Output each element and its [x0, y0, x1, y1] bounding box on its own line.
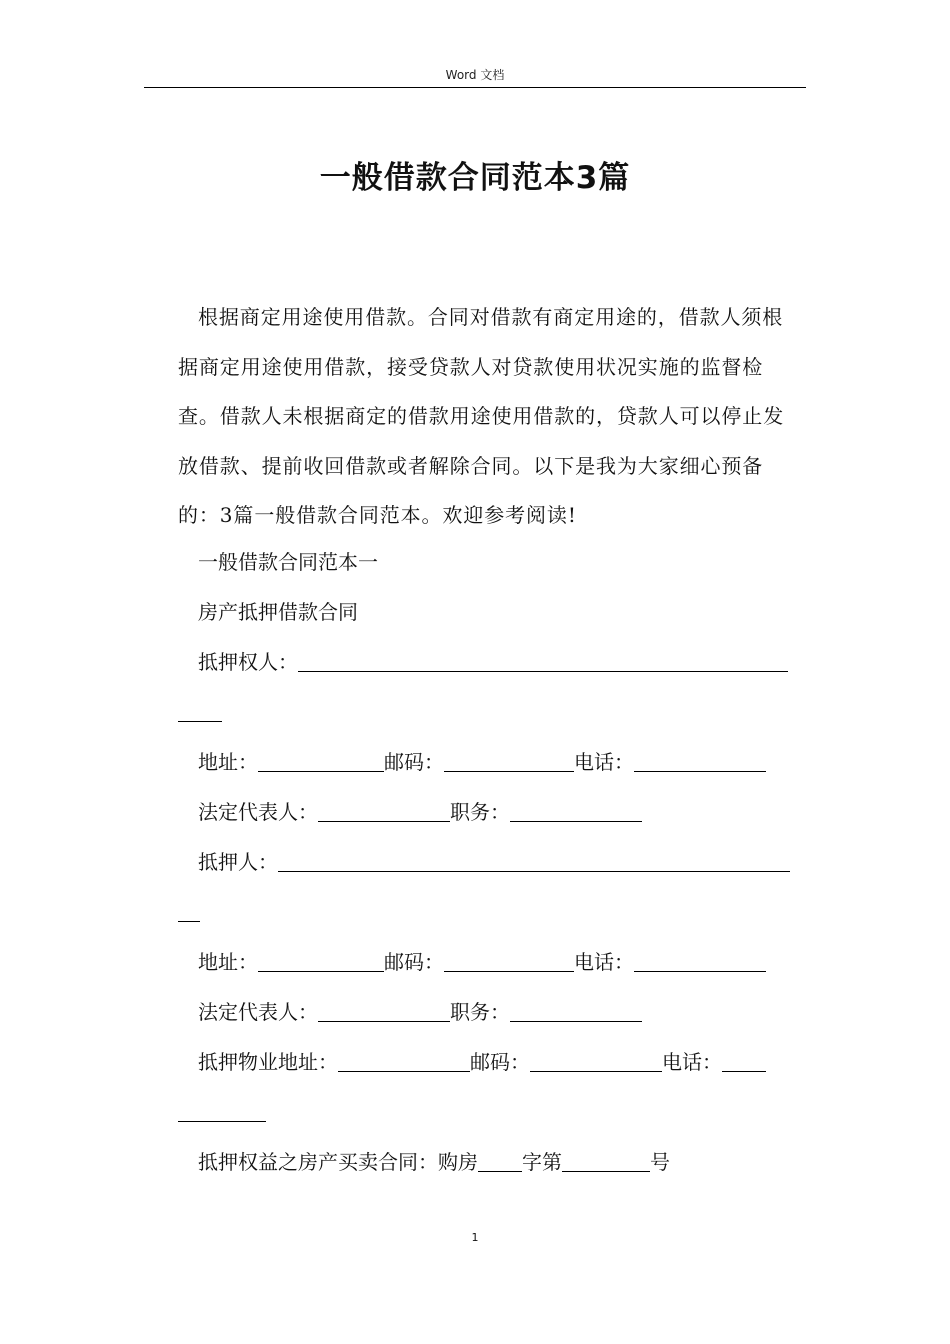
property-address-label: 抵押物业地址：: [198, 1050, 338, 1074]
equity-word-label: 字第: [522, 1150, 562, 1174]
phone-label: 电话：: [574, 950, 634, 974]
mortgagee-row: [178, 647, 788, 677]
address-label: 地址：: [198, 950, 258, 974]
address-blank[interactable]: [258, 949, 384, 972]
phone-blank-cont[interactable]: [178, 1099, 266, 1122]
address-blank[interactable]: [258, 749, 384, 772]
postcode-blank[interactable]: [444, 949, 574, 972]
mortgagee-label: 抵押权人：: [198, 650, 298, 674]
equity-number-blank[interactable]: [562, 1149, 650, 1172]
equity-suffix-label: 号: [650, 1150, 670, 1174]
property-address-blank[interactable]: [338, 1049, 470, 1072]
section-heading: 一般借款合同范本一: [198, 550, 378, 574]
position-label: 职务：: [450, 1000, 510, 1024]
intro-paragraph: 根据商定用途使用借款。合同对借款有商定用途的，借款人须根据商定用途使用借款，接受贷款人对贷款使用状况实施的监督检查。借款人未根据商定的借款用途使用借款的，贷款人可以停止发放借款、提前收回借款或者解除合同。以下是我为大家细心预备的：3篇一般借款合同范本。欢迎参考阅读!: [178, 305, 785, 527]
page-header: Word 文档: [445, 68, 505, 82]
property-row: [178, 1047, 766, 1077]
mortgagor-address-row: [178, 947, 766, 977]
contract-title: 房产抵押借款合同: [198, 600, 358, 624]
phone-label: 电话：: [662, 1050, 722, 1074]
phone-blank[interactable]: [634, 749, 766, 772]
equity-row: [178, 1147, 670, 1177]
position-blank[interactable]: [510, 999, 642, 1022]
mortgagee-blank[interactable]: [298, 649, 788, 672]
property-row-cont: [178, 1097, 266, 1127]
mortgagor-label: 抵押人：: [198, 850, 278, 874]
mortgagor-blank-cont[interactable]: [178, 899, 200, 922]
mortgagee-address-row: [178, 747, 766, 777]
phone-blank[interactable]: [634, 949, 766, 972]
mortgagee-legal-row: [178, 797, 642, 827]
mortgagor-legal-row: [178, 997, 642, 1027]
legal-rep-blank[interactable]: [318, 799, 450, 822]
equity-prefix-label: 抵押权益之房产买卖合同：购房: [198, 1150, 478, 1174]
document-title: 一般借款合同范本3篇: [319, 160, 631, 196]
postcode-label: 邮码：: [384, 950, 444, 974]
legal-rep-label: 法定代表人：: [198, 800, 318, 824]
page-number: 1: [471, 1231, 479, 1244]
legal-rep-label: 法定代表人：: [198, 1000, 318, 1024]
equity-word-blank[interactable]: [478, 1149, 522, 1172]
legal-rep-blank[interactable]: [318, 999, 450, 1022]
phone-blank[interactable]: [722, 1049, 766, 1072]
mortgagor-blank[interactable]: [278, 849, 790, 872]
postcode-label: 邮码：: [384, 750, 444, 774]
phone-label: 电话：: [574, 750, 634, 774]
position-blank[interactable]: [510, 799, 642, 822]
position-label: 职务：: [450, 800, 510, 824]
mortgagor-row: [178, 847, 790, 877]
mortgagor-row-cont: [178, 897, 200, 927]
mortgagee-row-cont: [178, 697, 222, 727]
header-rule: [144, 87, 806, 88]
address-label: 地址：: [198, 750, 258, 774]
postcode-blank[interactable]: [444, 749, 574, 772]
postcode-label: 邮码：: [470, 1050, 530, 1074]
mortgagee-blank-cont[interactable]: [178, 699, 222, 722]
postcode-blank[interactable]: [530, 1049, 662, 1072]
